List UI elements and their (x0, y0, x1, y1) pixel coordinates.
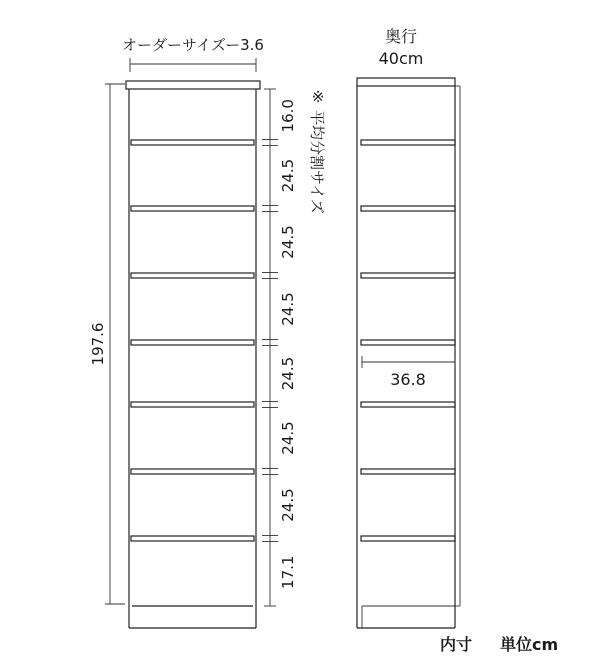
segment-label: 24.5 (279, 421, 297, 455)
side-shelf-board (361, 140, 455, 145)
width-label: オーダーサイズー3.6 (122, 36, 264, 54)
segment-label: 24.5 (279, 158, 297, 193)
front-shelf-board (131, 469, 254, 474)
side-shelf-board (361, 469, 455, 474)
width-dimension (122, 36, 264, 72)
height-dimension (89, 84, 125, 604)
inner-dimension-label: 内寸 (440, 635, 473, 654)
front-top-board (126, 81, 260, 89)
front-shelves (131, 140, 254, 541)
side-shelf-board (361, 206, 455, 211)
segment-label: 16.0 (279, 99, 297, 133)
front-shelf-board (131, 340, 254, 345)
side-top-board (357, 78, 455, 86)
side-shelf-board (361, 340, 455, 345)
note-mark: ※ (311, 88, 325, 106)
side-shelf-board (361, 402, 455, 407)
front-shelf-board (131, 140, 254, 145)
segment-label: 24.5 (279, 292, 297, 326)
segment-dimension-chain (262, 89, 297, 606)
side-shelves (361, 140, 455, 541)
segment-label: 24.5 (279, 488, 297, 522)
depth-title: 奥行 (384, 27, 418, 46)
unit-label: 単位cm (500, 635, 559, 654)
note-text: 平均分割サイズ (308, 110, 326, 214)
depth-value: 40cm (378, 49, 424, 68)
inner-depth-dimension (362, 356, 455, 389)
side-shelf-board (361, 536, 455, 541)
segment-label: 24.5 (279, 225, 297, 259)
inner-depth-label: 36.8 (390, 370, 426, 389)
front-shelf-board (131, 206, 254, 211)
side-shelf-board (361, 273, 455, 278)
front-shelf-board (131, 536, 254, 541)
segment-label: 17.1 (279, 555, 297, 589)
average-division-note (308, 88, 326, 214)
front-shelf-board (131, 273, 254, 278)
side-view (357, 27, 460, 628)
segment-label: 24.5 (279, 356, 297, 391)
height-label: 197.6 (89, 322, 107, 366)
front-shelf-board (131, 402, 254, 407)
front-view (89, 36, 326, 628)
